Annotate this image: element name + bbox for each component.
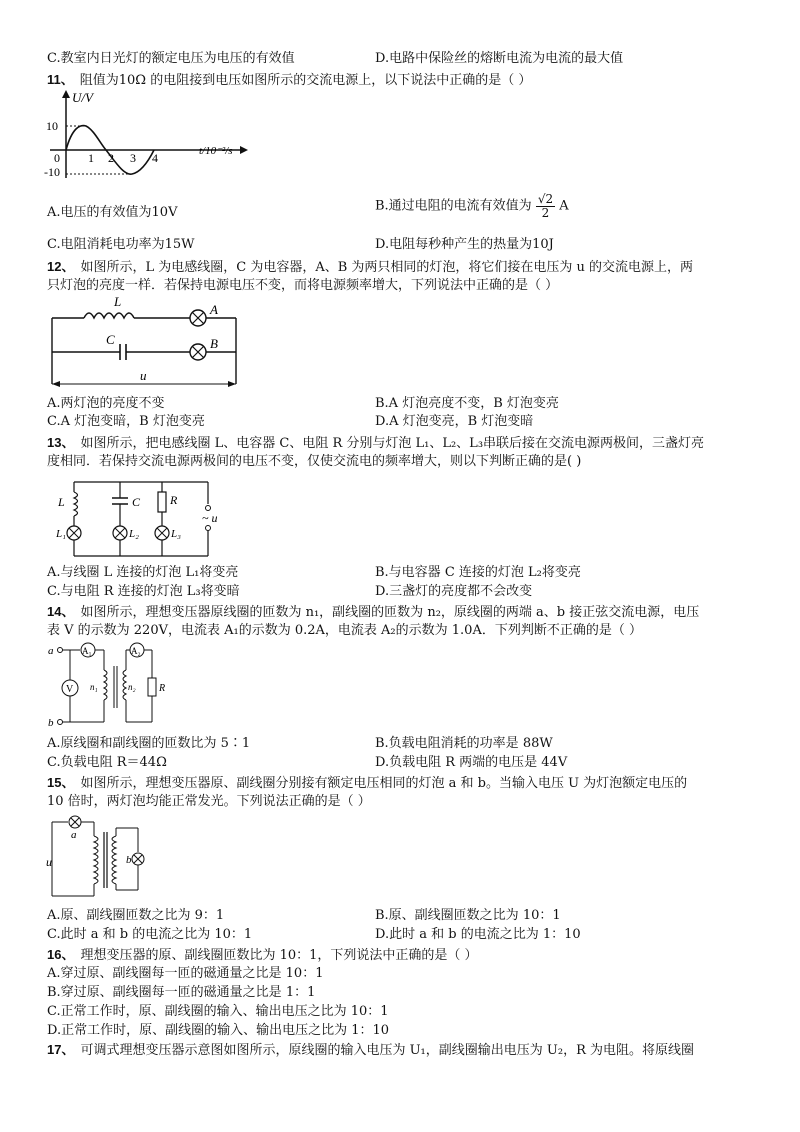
secondary-coil	[112, 836, 116, 884]
secondary-coil	[123, 670, 126, 700]
q16-option-d: D.正常工作时，原、副线圈的输入、输出电压之比为 1：10	[47, 1023, 390, 1038]
q11-voltage-graph	[44, 88, 259, 186]
question-12-stem-2: 只灯泡的亮度一样．若保持电源电压不变，而将电源频率增大，下列说法中正确的是（ ）	[47, 278, 559, 293]
q12-circuit	[44, 296, 244, 392]
source-label: u	[140, 368, 147, 383]
voltmeter-v-label: V	[66, 684, 74, 695]
q11-option-b: B.通过电阻的电流有效值为 $\frac{√2}{2}$ A	[375, 192, 569, 220]
x-axis-label: t/10⁻²/s	[199, 145, 233, 157]
y-axis-label: U/V	[72, 90, 93, 105]
question-15-stem-1: 15、 如图所示，理想变压器原、副线圈分别接有额定电压相同的灯泡 a 和 b。当输入电压 U 为灯泡额定电压的	[47, 775, 688, 791]
q14-option-a: A.原线圈和副线圈的匝数比为 5∶1	[47, 736, 251, 751]
x-tick-2: 2	[108, 151, 114, 165]
source-label: ~ u	[202, 511, 218, 525]
resistor	[158, 492, 166, 512]
q14-option-b: B.负载电阻消耗的功率是 88W	[375, 736, 553, 751]
q16-option-a: A.穿过原、副线圈每一匝的磁通量之比是 10：1	[47, 966, 324, 981]
question-16-number: 16、	[47, 947, 75, 962]
q13-option-b: B.与电容器 C 连接的灯泡 L₂将变亮	[375, 565, 581, 580]
y-tick-top: 10	[46, 119, 58, 133]
lamp-b-label: B	[210, 336, 218, 351]
q16-option-b: B.穿过原、副线圈每一匝的磁通量之比是 1：1	[47, 985, 316, 1000]
question-11-stem: 11、 阻值为10Ω 的电阻接到电压如图所示的交流电源上，以下说法中正确的是（ ）	[47, 72, 532, 88]
q13-option-d: D.三盏灯的亮度都不会改变	[375, 584, 533, 599]
inductor-coil	[84, 313, 134, 318]
question-17-number: 17、	[47, 1042, 75, 1057]
q12-option-d: D.A 灯泡变亮，B 灯泡变暗	[375, 414, 534, 429]
q12-option-c: C.A 灯泡变暗，B 灯泡变亮	[47, 414, 205, 429]
load-resistor	[148, 678, 156, 696]
ammeter-a1-label: A₁	[82, 646, 92, 656]
question-13-stem-1: 13、 如图所示，把电感线圈 L、电容器 C、电阻 R 分别与灯泡 L₁、L₂、L₃串联后接在交流电源两极间，三盏灯亮	[47, 435, 705, 451]
lamp-l2-label: L₂	[129, 528, 139, 540]
q13-option-c: C.与电阻 R 连接的灯泡 L₃将变暗	[47, 584, 240, 599]
ammeter-a2-label: A₂	[131, 646, 141, 656]
question-13-stem-2: 度相同．若保持交流电源两极间的电压不变，仅使交流电的频率增大，则以下判断正确的是( )	[47, 454, 582, 469]
y-axis-arrow	[62, 90, 70, 98]
n1-label: n₁	[90, 682, 98, 692]
q15-option-b: B.原、副线圈匝数之比为 10：1	[375, 908, 561, 923]
q12-option-b: B.A 灯泡亮度不变，B 灯泡变亮	[375, 396, 559, 411]
x-tick-3: 3	[130, 151, 136, 165]
q11-option-c: C.电阻消耗电功率为15W	[47, 237, 195, 252]
q15-option-a: A.原、副线圈匝数之比为 9：1	[47, 908, 225, 923]
question-13-number: 13、	[47, 435, 75, 450]
question-15-number: 15、	[47, 775, 75, 790]
q15-option-c: C.此时 a 和 b 的电流之比为 10：1	[47, 927, 253, 942]
lamp-a-label: A	[210, 302, 218, 317]
primary-coil	[104, 670, 107, 700]
prev-option-d: D.电路中保险丝的熔断电流为电流的最大值	[375, 51, 624, 66]
q11-option-a: A.电压的有效值为10V	[47, 205, 178, 220]
terminal-a-label: a	[48, 645, 54, 657]
q14-option-c: C.负载电阻 R＝44Ω	[47, 755, 167, 770]
question-12-number: 12、	[47, 259, 75, 274]
resistor-label: R	[170, 493, 178, 507]
q13-option-a: A.与线圈 L 连接的灯泡 L₁将变亮	[47, 565, 239, 580]
q14-option-d: D.负载电阻 R 两端的电压是 44V	[375, 755, 568, 770]
prev-option-c: C.教室内日光灯的额定电压为电压的有效值	[47, 51, 295, 66]
question-14-stem-1: 14、 如图所示，理想变压器原线圈的匝数为 n₁，副线圈的匝数为 n₂，原线圈的两端 a、b 接正弦交流电源，电压	[47, 604, 700, 620]
x-axis-arrow	[240, 146, 248, 154]
y-tick-bottom: -10	[44, 165, 60, 179]
question-11-number: 11、	[47, 72, 74, 87]
load-resistor-label: R	[159, 683, 166, 694]
x-tick-1: 1	[88, 151, 94, 165]
inductor-label: L	[114, 296, 122, 309]
q16-option-c: C.正常工作时，原、副线圈的输入、输出电压之比为 10：1	[47, 1004, 389, 1019]
question-14-stem-2: 表 V 的示数为 220V，电流表 A₁的示数为 0.2A，电流表 A₂的示数为 1.0A．下列判断不正确的是（ ）	[47, 623, 642, 638]
primary-coil	[94, 836, 98, 884]
q11-option-d: D.电阻每秒种产生的热量为10J	[375, 237, 554, 252]
terminal-b-label: b	[48, 717, 54, 728]
question-16-stem: 16、 理想变压器的原、副线圈匝数比为 10：1，下列说法中正确的是（ ）	[47, 947, 478, 963]
q12-option-a: A.两灯泡的亮度不变	[47, 396, 165, 411]
question-17-stem: 17、 可调式理想变压器示意图如图所示，原线圈的输入电压为 U₁，副线圈输出电压为 U₂，R 为电阻。将原线圈	[47, 1042, 694, 1058]
sqrt2-over-2: $\frac{√2}{2}$	[537, 192, 554, 220]
question-14-number: 14、	[47, 604, 75, 619]
inductor-label: L	[58, 495, 65, 509]
question-12-stem-1: 12、 如图所示，L 为电感线圈，C 为电容器，A、B 为两只相同的灯泡，将它们接在电压为 u 的交流电源上，两	[47, 259, 694, 275]
lamp-a-label: a	[71, 829, 77, 841]
q15-option-d: D.此时 a 和 b 的电流之比为 1：10	[375, 927, 581, 942]
q15-transformer-circuit	[46, 814, 156, 902]
n2-label: n₂	[128, 682, 136, 692]
x-tick-4: 4	[152, 151, 158, 165]
inductor-coil	[74, 492, 78, 516]
question-15-stem-2: 10 倍时，两灯泡均能正常发光。下列说法正确的是（ ）	[47, 794, 371, 809]
q14-transformer-circuit	[46, 642, 176, 728]
lamp-l1-label: L₁	[56, 528, 66, 540]
capacitor-label: C	[106, 332, 115, 347]
lamp-b-label: b	[126, 854, 132, 866]
lamp-l3-label: L₃	[171, 528, 181, 540]
origin-label: 0	[54, 151, 60, 165]
input-voltage-label: u	[46, 855, 52, 869]
capacitor-label: C	[132, 495, 141, 509]
q13-circuit	[56, 476, 226, 564]
